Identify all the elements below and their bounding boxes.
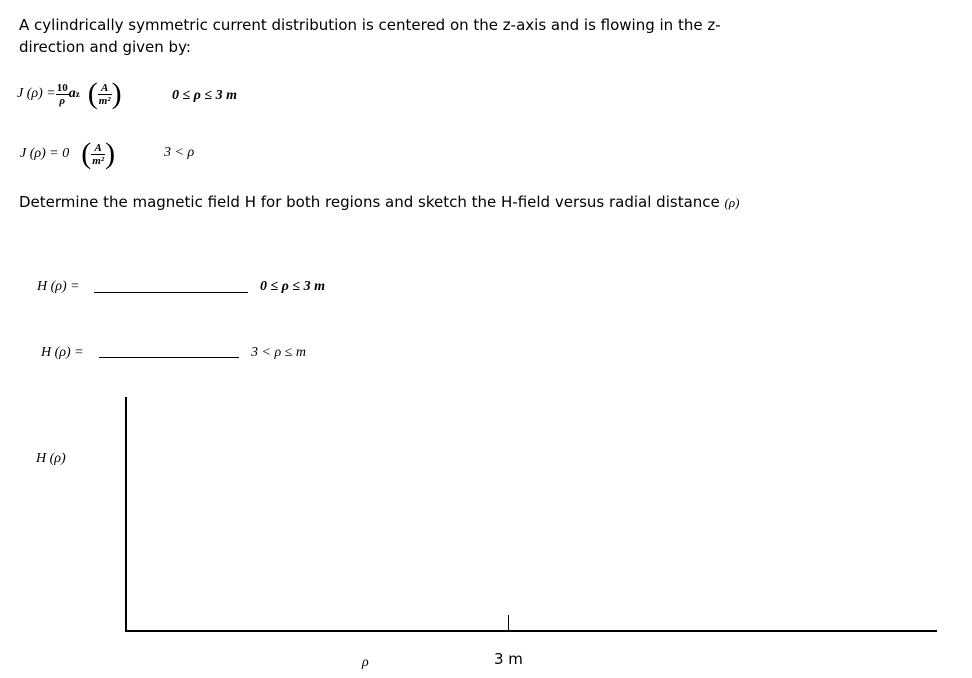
- eq2-lhs: J (ρ) = 0: [20, 146, 70, 161]
- problem-line-1: A cylindrically symmetric current distribution is centered on the z-axis and is flowing in the z-: [19, 16, 721, 34]
- eq1-left-paren: (: [87, 77, 98, 110]
- plot-x-axis: [125, 630, 937, 632]
- plot-x-tick: [508, 615, 509, 630]
- equation-current-density-inner: [17, 76, 122, 112]
- plot-x-label: ρ: [362, 655, 369, 670]
- equation-current-density-outer: [20, 136, 115, 172]
- eq1-unit-num: A: [98, 82, 112, 95]
- answer2-label: H (ρ) =: [41, 345, 84, 360]
- answer2-range: 3 < ρ ≤ m: [251, 345, 306, 360]
- plot-tick-label: 3 m: [494, 650, 523, 668]
- problem-line-2: direction and given by:: [19, 38, 191, 56]
- eq1-lhs: J (ρ) =: [17, 86, 56, 101]
- answer1-range: 0 ≤ ρ ≤ 3 m: [260, 279, 325, 294]
- eq1-unit-fraction: [98, 82, 112, 107]
- eq1-range: 0 ≤ ρ ≤ 3 m: [172, 88, 237, 103]
- eq2-unit-fraction: [91, 142, 105, 167]
- eq2-right-paren: ): [105, 137, 116, 170]
- eq1-unit-vector-sub: z: [75, 89, 80, 99]
- eq2-unit-den: m²: [92, 154, 105, 167]
- question-body: Determine the magnetic field H for both regions and sketch the H-field versus radial distance: [19, 193, 720, 211]
- eq2-range: 3 < ρ: [164, 145, 195, 160]
- eq2-unit-num: A: [91, 142, 105, 155]
- question-rho: (ρ): [724, 195, 740, 210]
- eq2-left-paren: (: [81, 137, 92, 170]
- question-text: [19, 191, 739, 214]
- eq1-right-paren: ): [111, 77, 122, 110]
- eq1-unit-vector: a: [68, 86, 76, 101]
- answer1-label: H (ρ) =: [37, 279, 80, 294]
- answer1-blank[interactable]: [94, 292, 248, 293]
- eq1-denominator: ρ: [59, 94, 66, 107]
- eq1-numerator: 10: [56, 81, 68, 94]
- eq1-unit-den: m²: [98, 94, 111, 107]
- eq1-fraction: [56, 82, 69, 107]
- plot-y-label: H (ρ): [36, 451, 66, 466]
- answer2-blank[interactable]: [99, 357, 239, 358]
- plot-y-axis: [125, 397, 127, 632]
